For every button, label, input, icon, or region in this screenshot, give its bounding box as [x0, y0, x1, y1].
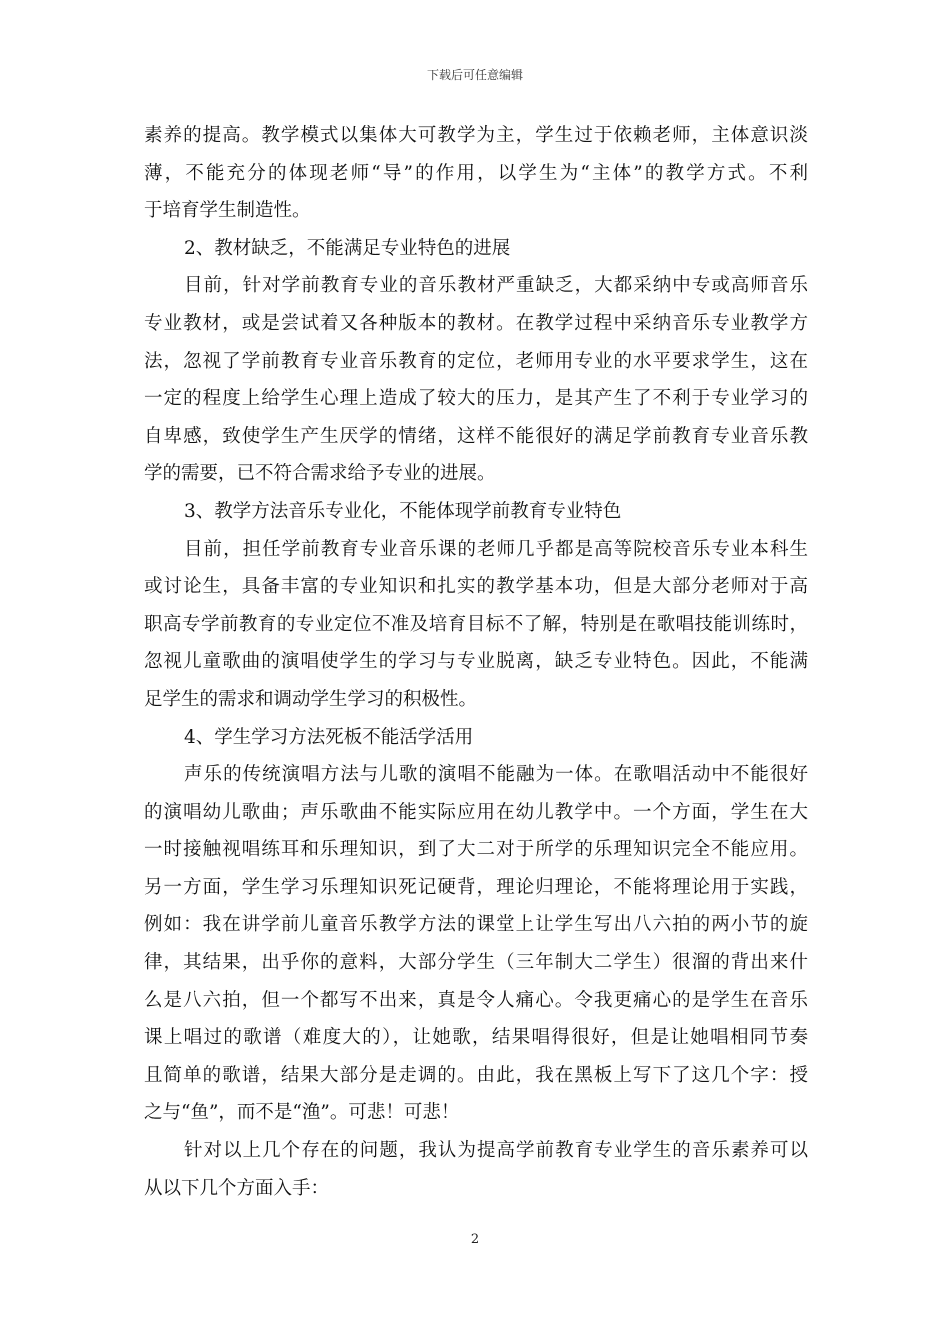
document-body: [144, 117, 808, 1207]
text-line: 于培育学生制造性。: [144, 200, 311, 222]
text-line: 另一方面，学生学习乐理知识死记硬背，理论归理论，不能将理论用于实践，: [144, 876, 808, 898]
text-line: 素养的提高。教学模式以集体大可教学为主，学生过于依赖老师，主体意识淡: [144, 125, 808, 146]
text-line: 么是八六拍，但一个都写不出来，真是令人痛心。令我更痛心的是学生在音乐: [144, 989, 808, 1011]
text-line: 的演唱幼儿歌曲；声乐歌曲不能实际应用在幼儿教学中。一个方面，学生在大: [144, 801, 808, 823]
text-line: 职高专学前教育的专业定位不准及培育目标不了解，特别是在歌唱技能训练时，: [144, 613, 808, 635]
text-line: 法，忽视了学前教育专业音乐教育的定位，老师用专业的水平要求学生，这在: [144, 350, 808, 372]
text-line: 之与“鱼”，而不是“渔”。可悲！可悲！: [144, 1102, 460, 1124]
text-line: 一定的程度上给学生心理上造成了较大的压力，是其产生了不利于专业学习的: [144, 388, 808, 410]
text-line: 一时接触视唱练耳和乐理知识，到了大二对于所学的乐理知识完全不能应用。: [144, 839, 808, 861]
text-line: 4、学生学习方法死板不能活学活用: [184, 726, 474, 748]
text-line: 自卑感，致使学生产生厌学的情绪，这样不能很好的满足学前教育专业音乐教: [144, 425, 808, 447]
text-line: 例如：我在讲学前儿童音乐教学方法的课堂上让学生写出八六拍的两小节的旋: [144, 914, 808, 936]
text-line: 课上唱过的歌谱（难度大的），让她歌，结果唱得很好，但是让她唱相同节奏: [144, 1027, 808, 1049]
page-header: 下载后可任意编辑: [426, 68, 523, 82]
text-line: 声乐的传统演唱方法与儿歌的演唱不能融为一体。在歌唱活动中不能很好: [184, 764, 808, 786]
text-line: 薄，不能充分的体现老师“导”的作用，以学生为“主体”的教学方式。不利: [144, 162, 808, 184]
text-line: 忽视儿童歌曲的演唱使学生的学习与专业脱离，缺乏专业特色。因此，不能满: [144, 651, 808, 673]
text-line: 2、教材缺乏，不能满足专业特色的进展: [184, 237, 511, 259]
text-line: 针对以上几个存在的问题，我认为提高学前教育专业学生的音乐素养可以: [184, 1140, 808, 1162]
text-line: 或讨论生，具备丰富的专业知识和扎实的教学基本功，但是大部分老师对于高: [144, 576, 808, 598]
text-line: 足学生的需求和调动学生学习的积极性。: [144, 688, 478, 710]
text-line: 学的需要，已不符合需求给予专业的进展。: [144, 463, 496, 485]
text-line: 专业教材，或是尝试着又各种版本的教材。在教学过程中采纳音乐专业教学方: [144, 312, 808, 334]
text-line: 3、教学方法音乐专业化，不能体现学前教育专业特色: [184, 500, 622, 522]
page-number: 2: [470, 1232, 480, 1247]
text-line: 目前，针对学前教育专业的音乐教材严重缺乏，大都采纳中专或高师音乐: [184, 275, 808, 297]
text-line: 且简单的歌谱，结果大部分是走调的。由此，我在黑板上写下了这几个字：授: [144, 1064, 808, 1086]
text-line: 从以下几个方面入手：: [144, 1177, 330, 1199]
text-line: 律，其结果，出乎你的意料，大部分学生（三年制大二学生）很溜的背出来什: [144, 952, 808, 974]
text-line: 目前，担任学前教育专业音乐课的老师几乎都是高等院校音乐专业本科生: [184, 538, 808, 560]
